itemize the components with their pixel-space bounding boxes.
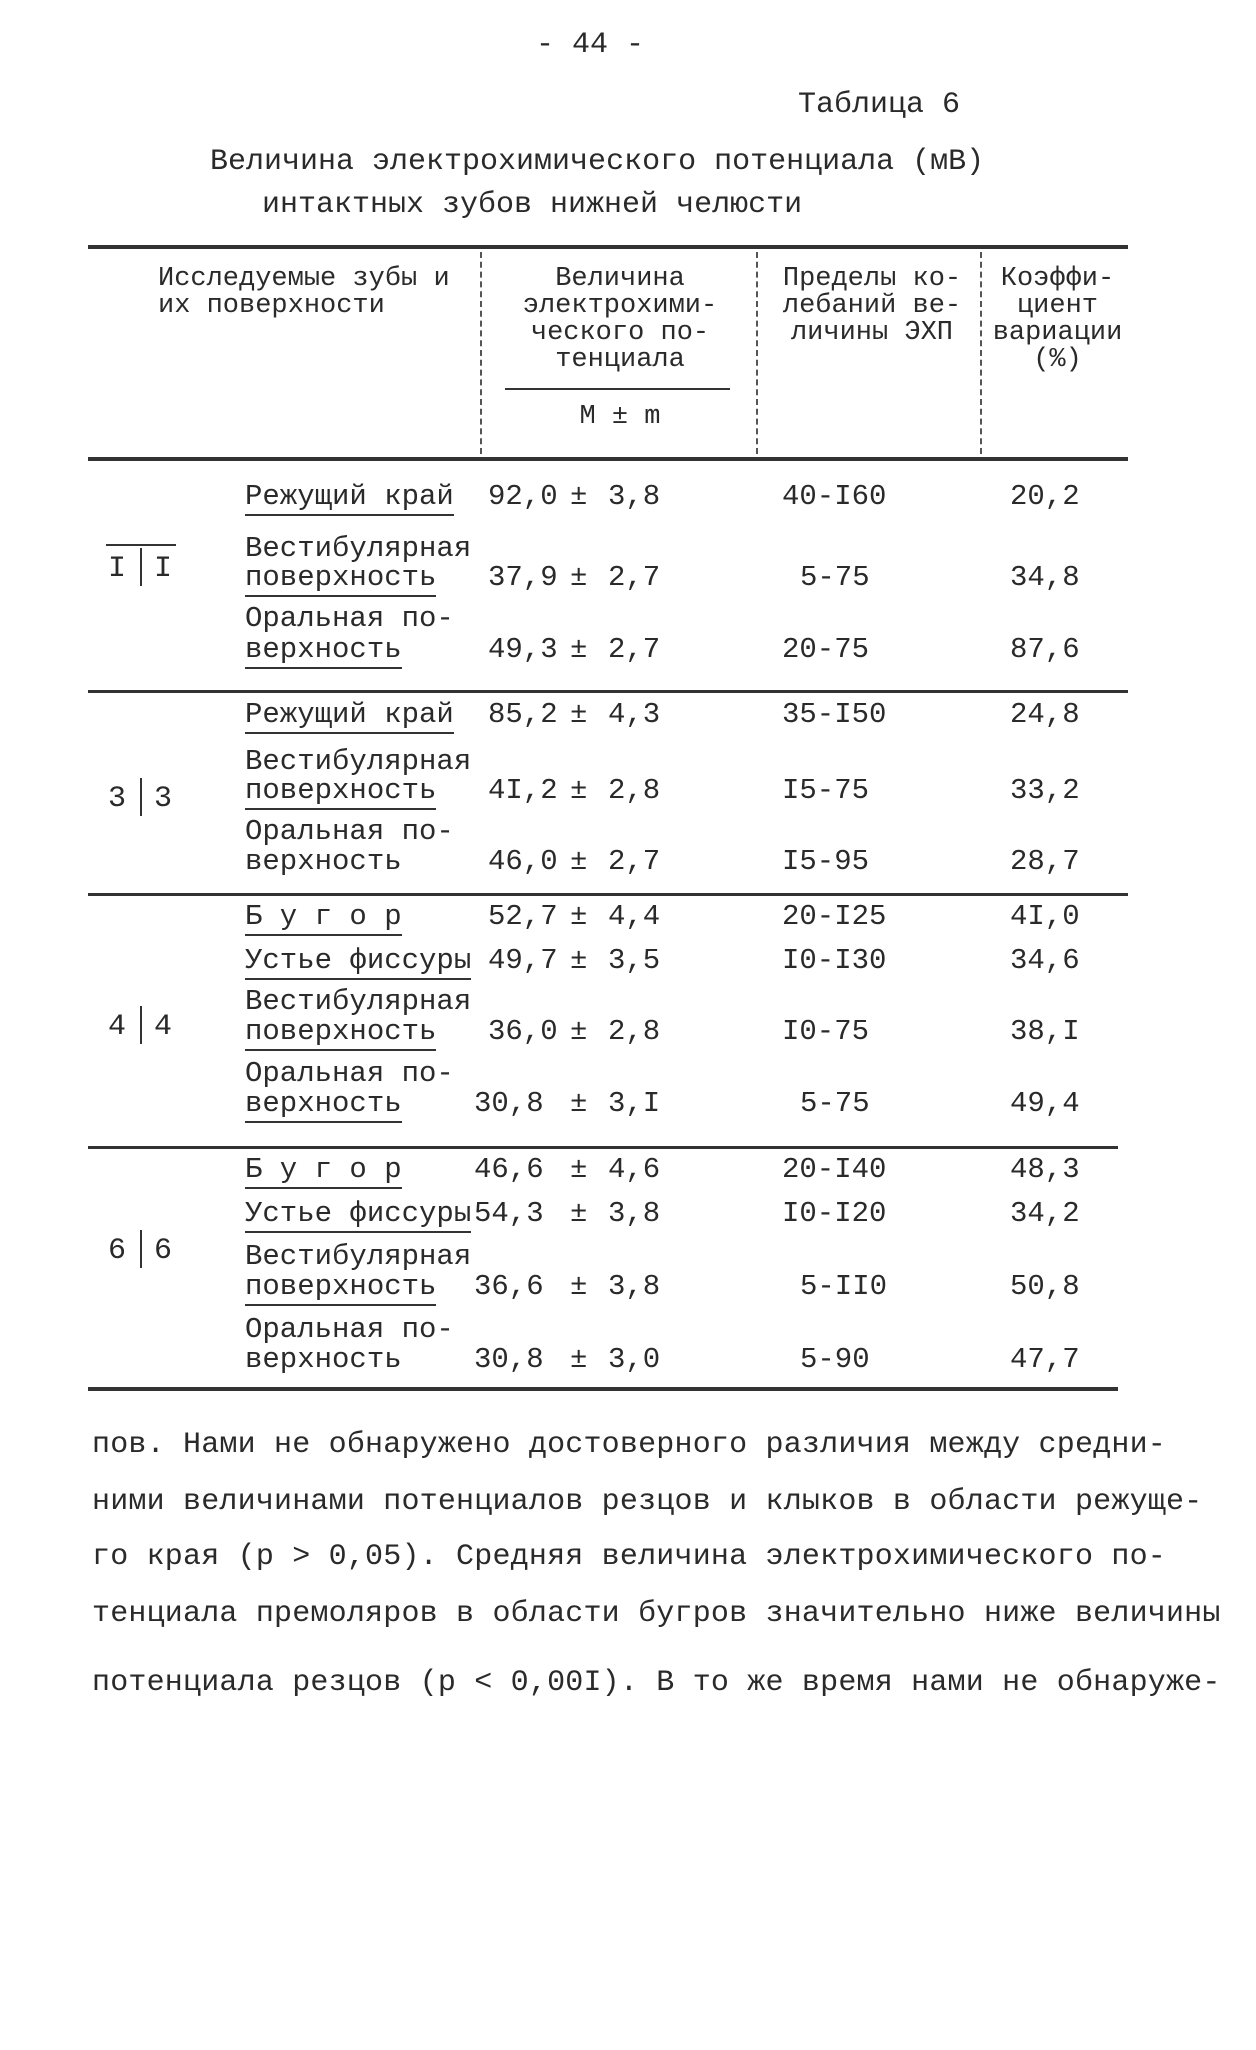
surface-label: Вестибулярная	[245, 1240, 472, 1273]
surface-label: верхность	[245, 1343, 402, 1376]
mean-value: 49,3	[488, 633, 558, 666]
tooth-formula-1	[100, 548, 190, 588]
pm-sign: ±	[570, 845, 588, 878]
mean-value: 37,9	[488, 561, 558, 594]
table-top-rule	[88, 245, 1128, 249]
table-row	[245, 480, 454, 513]
error-value: 2,7	[608, 845, 661, 878]
tooth-right: 4	[154, 1010, 173, 1044]
table-row	[245, 1153, 402, 1186]
cv-value: 34,6	[1010, 944, 1080, 977]
group-divider	[88, 1146, 1118, 1149]
group-divider	[88, 893, 1128, 896]
cv-value: 33,2	[1010, 774, 1080, 807]
tooth-left: 3	[108, 782, 127, 816]
tooth-left: 6	[108, 1234, 127, 1268]
error-value: 3,5	[608, 944, 661, 977]
mean-value: 46,0	[488, 845, 558, 878]
table-bottom-rule	[88, 1387, 1118, 1391]
cv-value: 34,8	[1010, 561, 1080, 594]
table-row	[245, 944, 471, 977]
mean-value: 36,6	[474, 1270, 544, 1303]
cv-value: 34,2	[1010, 1197, 1080, 1230]
pm-sign: ±	[570, 698, 588, 731]
surface-label: Вестибулярная	[245, 985, 472, 1018]
error-value: 2,7	[608, 633, 661, 666]
surface-label: Оральная по-	[245, 1057, 454, 1090]
error-value: 3,8	[608, 1197, 661, 1230]
error-value: 3,0	[608, 1343, 661, 1376]
table-row	[245, 900, 402, 933]
surface-label: верхность	[245, 633, 402, 669]
error-value: 2,8	[608, 774, 661, 807]
table-row	[245, 1087, 402, 1120]
surface-label: Режущий край	[245, 698, 454, 734]
pm-sign: ±	[570, 1270, 588, 1303]
cv-value: 28,7	[1010, 845, 1080, 878]
table-caption-line2: интактных зубов нижней челюсти	[262, 188, 803, 222]
tooth-right: I	[154, 552, 173, 586]
cv-value: 24,8	[1010, 698, 1080, 731]
table-row	[245, 698, 454, 731]
body-line: пов. Нами не обнаружено достоверного различия между средни-	[92, 1428, 1166, 1462]
surface-label: верхность	[245, 1087, 402, 1123]
header-divider-2	[756, 252, 758, 454]
cv-value: 48,3	[1010, 1153, 1080, 1186]
tooth-formula-3	[100, 1006, 190, 1046]
mean-value: 30,8	[474, 1087, 544, 1120]
table-number: Таблица 6	[798, 88, 961, 122]
range-value: 5-75	[800, 561, 870, 594]
tooth-right: 3	[154, 782, 173, 816]
range-value: 5-90	[800, 1343, 870, 1376]
error-value: 4,6	[608, 1153, 661, 1186]
surface-label: Оральная по-	[245, 815, 454, 848]
range-value: 35-I50	[782, 698, 887, 731]
surface-label: Устье фиссуры	[245, 1197, 471, 1233]
range-value: I5-75	[782, 774, 870, 807]
header-potential-underline	[505, 388, 730, 390]
surface-label: Оральная по-	[245, 602, 454, 635]
surface-label: поверхность	[245, 561, 436, 597]
header-divider-3	[980, 252, 982, 454]
cv-value: 50,8	[1010, 1270, 1080, 1303]
pm-sign: ±	[570, 900, 588, 933]
range-value: I0-I30	[782, 944, 887, 977]
error-value: 4,4	[608, 900, 661, 933]
cv-value: 38,I	[1010, 1015, 1080, 1048]
mean-value: 85,2	[488, 698, 558, 731]
error-value: 3,8	[608, 1270, 661, 1303]
tooth-left: 4	[108, 1010, 127, 1044]
range-value: 20-I40	[782, 1153, 887, 1186]
surface-label: Вестибулярная	[245, 532, 472, 565]
pm-sign: ±	[570, 1087, 588, 1120]
table-row	[245, 1197, 471, 1230]
error-value: 4,3	[608, 698, 661, 731]
error-value: 2,8	[608, 1015, 661, 1048]
tooth-formula-4	[100, 1230, 190, 1270]
surface-label: Устье фиссуры	[245, 944, 471, 980]
surface-label: поверхность	[245, 774, 436, 810]
table-row	[245, 633, 402, 666]
mean-value: 30,8	[474, 1343, 544, 1376]
cv-value: 47,7	[1010, 1343, 1080, 1376]
table-row	[245, 561, 436, 594]
mean-value: 46,6	[474, 1153, 544, 1186]
error-value: 2,7	[608, 561, 661, 594]
tooth-formula-2	[100, 778, 190, 818]
error-value: 3,8	[608, 480, 661, 513]
tooth-left: I	[108, 552, 127, 586]
mean-value: 49,7	[488, 944, 558, 977]
mean-value: 92,0	[488, 480, 558, 513]
header-divider-1	[480, 252, 482, 454]
pm-sign: ±	[570, 1153, 588, 1186]
pm-sign: ±	[570, 774, 588, 807]
pm-sign: ±	[570, 1343, 588, 1376]
mean-value: 4I,2	[488, 774, 558, 807]
pm-sign: ±	[570, 1015, 588, 1048]
surface-label: Оральная по-	[245, 1313, 454, 1346]
cv-value: 87,6	[1010, 633, 1080, 666]
cv-value: 49,4	[1010, 1087, 1080, 1120]
table-row	[245, 1270, 436, 1303]
range-value: 40-I60	[782, 480, 887, 513]
header-potential: Величина электрохими- ческого по- тенциала	[522, 264, 718, 375]
header-range: Пределы ко- лебаний ве- личины ЭХП	[782, 264, 962, 348]
table-row	[245, 774, 436, 807]
surface-label: Б у г о р	[245, 900, 402, 936]
pm-sign: ±	[570, 633, 588, 666]
body-line: тенциала премоляров в области бугров значительно ниже величины	[92, 1597, 1221, 1631]
range-value: I5-95	[782, 845, 870, 878]
range-value: I0-75	[782, 1015, 870, 1048]
mean-value: 36,0	[488, 1015, 558, 1048]
mean-value: 52,7	[488, 900, 558, 933]
header-surfaces: Исследуемые зубы и их поверхности	[158, 264, 450, 321]
header-coefficient: Коэффи- циент вариации (%)	[992, 264, 1123, 375]
tooth-right: 6	[154, 1234, 173, 1268]
range-value: 5-75	[800, 1087, 870, 1120]
surface-label: поверхность	[245, 1015, 436, 1051]
range-value: 5-II0	[800, 1270, 888, 1303]
pm-sign: ±	[570, 944, 588, 977]
body-line: ними величинами потенциалов резцов и клыков в области режуще-	[92, 1485, 1203, 1519]
group-divider	[88, 690, 1128, 693]
surface-label: Режущий край	[245, 480, 454, 516]
surface-label: поверхность	[245, 1270, 436, 1306]
body-line: потенциала резцов (р < 0,00I). В то же время нами не обнаруже-	[92, 1666, 1221, 1700]
table-caption-line1: Величина электрохимического потенциала (мВ)	[210, 145, 985, 179]
header-mean-error: М ± m	[579, 402, 661, 432]
body-line: го края (р > 0,05). Средняя величина электрохимического по-	[92, 1540, 1166, 1574]
surface-label: Вестибулярная	[245, 745, 472, 778]
header-bottom-rule	[88, 457, 1128, 461]
table-row	[245, 1015, 436, 1048]
surface-label: Б у г о р	[245, 1153, 402, 1189]
page-number: - 44 -	[535, 28, 645, 62]
range-value: 20-I25	[782, 900, 887, 933]
pm-sign: ±	[570, 480, 588, 513]
range-value: I0-I20	[782, 1197, 887, 1230]
cv-value: 20,2	[1010, 480, 1080, 513]
pm-sign: ±	[570, 1197, 588, 1230]
range-value: 20-75	[782, 633, 870, 666]
surface-label: верхность	[245, 845, 402, 878]
pm-sign: ±	[570, 561, 588, 594]
cv-value: 4I,0	[1010, 900, 1080, 933]
mean-value: 54,3	[474, 1197, 544, 1230]
error-value: 3,I	[608, 1087, 661, 1120]
